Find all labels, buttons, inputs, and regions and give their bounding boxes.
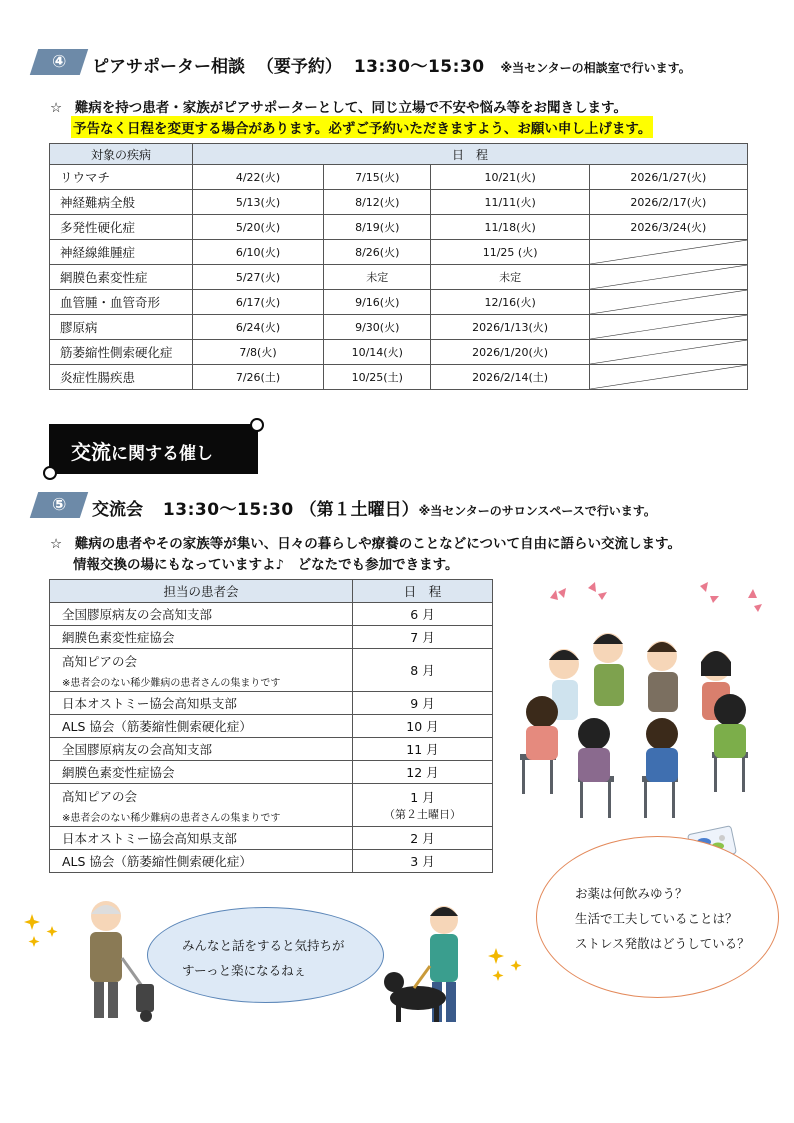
patient-group-cell bbox=[50, 850, 353, 873]
celebration-sparkles-icon bbox=[540, 578, 770, 628]
table-row bbox=[50, 215, 748, 240]
section5-number: ⑤ bbox=[51, 495, 67, 515]
sparkle-icon bbox=[488, 946, 528, 986]
disease-name-cell: リウマチ bbox=[50, 165, 193, 190]
table-row bbox=[50, 315, 748, 340]
star-icon: ☆ bbox=[50, 100, 63, 116]
month-value: 11 月 bbox=[406, 742, 439, 757]
section5-day: （第１土曜日） bbox=[299, 500, 419, 520]
section5-line1: 難病の患者やその家族等が集い、日々の暮らしや療養のことなどについて自由に語らい交流します。 bbox=[74, 536, 681, 552]
month-cell bbox=[353, 692, 493, 715]
date-cell: 5/13(火) bbox=[193, 190, 324, 215]
date-cell: 2026/2/17(火) bbox=[589, 190, 747, 215]
date-cell: 2026/1/13(火) bbox=[431, 315, 589, 340]
header-schedule: 日 程 bbox=[193, 144, 748, 165]
header-disease: 対象の疾病 bbox=[50, 144, 193, 165]
date-cell: 6/24(火) bbox=[193, 315, 324, 340]
date-cell: 9/30(火) bbox=[324, 315, 431, 340]
exchange-meeting-schedule-table bbox=[49, 579, 493, 873]
month-note: （第２土曜日） bbox=[384, 808, 461, 821]
date-cell: 未定 bbox=[431, 265, 589, 290]
date-cell: 9/16(火) bbox=[324, 290, 431, 315]
bubble-comment-line1: みんなと話をすると気持ちが bbox=[182, 938, 345, 953]
table-row bbox=[50, 738, 493, 761]
empty-date-cell bbox=[589, 315, 747, 340]
empty-date-cell bbox=[589, 240, 747, 265]
month-value: 8 月 bbox=[410, 663, 435, 678]
date-cell: 6/17(火) bbox=[193, 290, 324, 315]
month-cell bbox=[353, 626, 493, 649]
section5-heading bbox=[92, 495, 656, 520]
table-row bbox=[50, 603, 493, 626]
month-cell bbox=[353, 603, 493, 626]
exchange-events-banner bbox=[49, 424, 258, 474]
table-row bbox=[50, 290, 748, 315]
patient-group-name: ALS 協会（筋萎縮性側索硬化症） bbox=[62, 854, 252, 869]
disease-name-cell: 炎症性腸疾患 bbox=[50, 365, 193, 390]
bubble-comment-line2: すーっと楽になるねぇ bbox=[182, 963, 307, 978]
diagonal-strike-icon bbox=[590, 340, 747, 364]
star-icon: ☆ bbox=[50, 536, 63, 552]
patient-group-cell bbox=[50, 827, 353, 850]
patient-group-cell bbox=[50, 715, 353, 738]
date-cell: 4/22(火) bbox=[193, 165, 324, 190]
disease-name-cell: 神経線維腫症 bbox=[50, 240, 193, 265]
date-cell: 8/26(火) bbox=[324, 240, 431, 265]
disease-name-cell: 膠原病 bbox=[50, 315, 193, 340]
table-row bbox=[50, 165, 748, 190]
disease-name-cell: 多発性硬化症 bbox=[50, 215, 193, 240]
section4-number: ④ bbox=[51, 52, 67, 72]
patient-group-name: 全国膠原病友の会高知支部 bbox=[62, 742, 213, 757]
section5-note: ※当センターのサロンスペースで行います。 bbox=[418, 504, 656, 518]
patient-group-name: 日本オストミー協会高知県支部 bbox=[62, 831, 237, 846]
scroll-curl-icon bbox=[43, 466, 57, 480]
group-discussion-illustration bbox=[512, 626, 762, 826]
section5-title: 交流会 bbox=[92, 500, 143, 520]
month-value: 2 月 bbox=[410, 831, 435, 846]
section5-line2: 情報交換の場にもなっていますよ♪ どなたでも参加できます。 bbox=[73, 557, 459, 573]
bubble-question-1: お薬は何飲みゆう？ bbox=[575, 886, 688, 901]
date-cell: 11/11(火) bbox=[431, 190, 589, 215]
month-value: 12 月 bbox=[406, 765, 439, 780]
table-row bbox=[50, 784, 493, 827]
section4-title: ピアサポーター相談 bbox=[92, 57, 245, 77]
date-cell: 10/21(火) bbox=[431, 165, 589, 190]
table-row bbox=[50, 715, 493, 738]
date-cell: 8/19(火) bbox=[324, 215, 431, 240]
patient-group-cell bbox=[50, 603, 353, 626]
date-cell: 2026/1/20(火) bbox=[431, 340, 589, 365]
diagonal-strike-icon bbox=[590, 265, 747, 289]
month-cell bbox=[353, 715, 493, 738]
disease-name-cell: 血管腫・血管奇形 bbox=[50, 290, 193, 315]
header-schedule: 日 程 bbox=[353, 580, 493, 603]
banner-title-small: に関する催し bbox=[111, 444, 213, 464]
month-cell bbox=[353, 850, 493, 873]
diagonal-strike-icon bbox=[590, 240, 747, 264]
patient-group-note: ※患者会のない稀少難病の患者さんの集まりです bbox=[62, 812, 281, 824]
date-cell: 未定 bbox=[324, 265, 431, 290]
comment-speech-bubble bbox=[147, 907, 384, 1003]
section5-time: 13:30～15:30 bbox=[162, 500, 294, 520]
patient-group-name: 高知ピアの会 bbox=[62, 653, 138, 669]
date-cell: 6/10(火) bbox=[193, 240, 324, 265]
patient-group-name: ALS 協会（筋萎縮性側索硬化症） bbox=[62, 719, 252, 734]
patient-group-name: 網膜色素変性症協会 bbox=[62, 630, 175, 645]
patient-group-name: 高知ピアの会 bbox=[62, 788, 138, 804]
patient-group-cell bbox=[50, 692, 353, 715]
month-value: 7 月 bbox=[410, 630, 435, 645]
section4-line1: 難病を持つ患者・家族がピアサポーターとして、同じ立場で不安や悩み等をお聞きします。 bbox=[74, 100, 627, 116]
date-cell: 7/15(火) bbox=[324, 165, 431, 190]
date-cell: 2026/1/27(火) bbox=[589, 165, 747, 190]
table-row bbox=[50, 692, 493, 715]
banner-title bbox=[71, 436, 213, 465]
table-row bbox=[50, 340, 748, 365]
disease-name-cell: 網膜色素変性症 bbox=[50, 265, 193, 290]
date-cell: 10/14(火) bbox=[324, 340, 431, 365]
table-row bbox=[50, 649, 493, 692]
section4-description bbox=[50, 96, 627, 116]
section4-time: 13:30～15:30 bbox=[353, 57, 485, 77]
date-cell: 2026/2/14(土) bbox=[431, 365, 589, 390]
month-cell bbox=[353, 738, 493, 761]
empty-date-cell bbox=[589, 340, 747, 365]
month-cell bbox=[353, 649, 493, 692]
sparkle-icon bbox=[24, 912, 64, 952]
date-cell: 8/12(火) bbox=[324, 190, 431, 215]
patient-group-name: 日本オストミー協会高知県支部 bbox=[62, 696, 237, 711]
diagonal-strike-icon bbox=[590, 315, 747, 339]
month-value: 10 月 bbox=[406, 719, 439, 734]
section4-reservation: （要予約） bbox=[256, 57, 342, 77]
section4-heading bbox=[92, 52, 691, 77]
month-cell bbox=[353, 784, 493, 827]
month-value: 9 月 bbox=[410, 696, 435, 711]
table-row bbox=[50, 190, 748, 215]
section4-number-badge bbox=[30, 49, 88, 75]
section4-warning: 予告なく日程を変更する場合があります。必ずご予約いただきますよう、お願い申し上げます。 bbox=[71, 116, 653, 138]
table-row bbox=[50, 265, 748, 290]
date-cell: 5/20(火) bbox=[193, 215, 324, 240]
table-row bbox=[50, 761, 493, 784]
patient-group-cell bbox=[50, 626, 353, 649]
section5-number-badge bbox=[30, 492, 88, 518]
table-row bbox=[50, 240, 748, 265]
month-cell bbox=[353, 761, 493, 784]
man-with-guide-dog-illustration bbox=[384, 904, 480, 1028]
table-row bbox=[50, 850, 493, 873]
month-cell bbox=[353, 827, 493, 850]
scroll-curl-icon bbox=[250, 418, 264, 432]
date-cell: 7/26(土) bbox=[193, 365, 324, 390]
table-row bbox=[50, 626, 493, 649]
table-header-row bbox=[50, 144, 748, 165]
empty-date-cell bbox=[589, 290, 747, 315]
disease-name-cell: 神経難病全般 bbox=[50, 190, 193, 215]
month-value: 1 月 bbox=[410, 790, 435, 805]
patient-group-note: ※患者会のない稀少難病の患者さんの集まりです bbox=[62, 677, 281, 689]
section5-description bbox=[50, 532, 681, 552]
date-cell: 11/18(火) bbox=[431, 215, 589, 240]
bubble-question-3: ストレス発散はどうしている？ bbox=[575, 936, 750, 951]
header-group: 担当の患者会 bbox=[50, 580, 353, 603]
patient-group-name: 網膜色素変性症協会 bbox=[62, 765, 175, 780]
patient-group-cell bbox=[50, 761, 353, 784]
section4-note: ※当センターの相談室で行います。 bbox=[500, 61, 691, 75]
date-cell: 7/8(火) bbox=[193, 340, 324, 365]
date-cell: 2026/3/24(火) bbox=[589, 215, 747, 240]
table-row bbox=[50, 365, 748, 390]
month-value: 3 月 bbox=[410, 854, 435, 869]
patient-group-name: 全国膠原病友の会高知支部 bbox=[62, 607, 213, 622]
disease-name-cell: 筋萎縮性側索硬化症 bbox=[50, 340, 193, 365]
date-cell: 12/16(火) bbox=[431, 290, 589, 315]
diagonal-strike-icon bbox=[590, 290, 747, 314]
patient-group-cell bbox=[50, 738, 353, 761]
date-cell: 10/25(土) bbox=[324, 365, 431, 390]
bubble-question-2: 生活で工夫していることは？ bbox=[575, 911, 738, 926]
table-header-row bbox=[50, 580, 493, 603]
banner-title-big: 交流 bbox=[71, 440, 111, 464]
empty-date-cell bbox=[589, 265, 747, 290]
patient-group-cell bbox=[50, 649, 353, 692]
date-cell: 5/27(火) bbox=[193, 265, 324, 290]
table-row bbox=[50, 827, 493, 850]
empty-date-cell bbox=[589, 365, 747, 390]
date-cell: 11/25 (火) bbox=[431, 240, 589, 265]
peer-support-schedule-table bbox=[49, 143, 748, 390]
month-value: 6 月 bbox=[410, 607, 435, 622]
patient-group-cell bbox=[50, 784, 353, 827]
diagonal-strike-icon bbox=[590, 365, 747, 389]
